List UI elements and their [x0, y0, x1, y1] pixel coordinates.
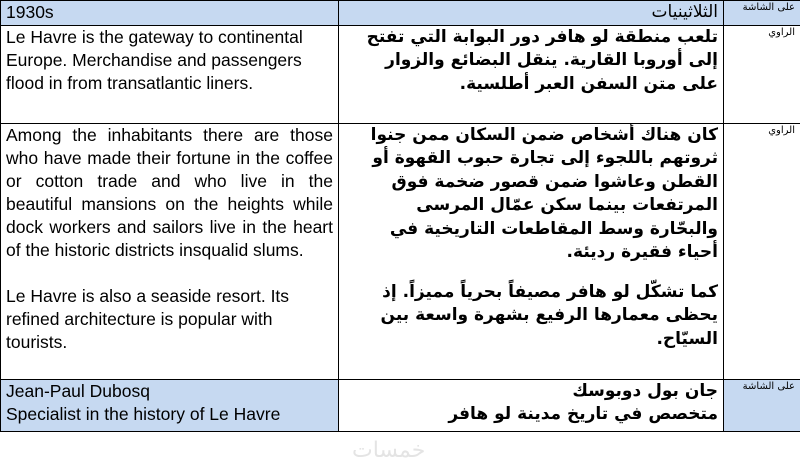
header-label: على الشاشة [724, 1, 800, 26]
speaker-title-english: Specialist in the history of Le Havre [6, 403, 281, 424]
narration-1-arabic: تلعب منطقة لو هافر دور البوابة التي تفتح إلى أوروبا القارية. ينقل البضائع والزوار على متن السفن العبر أطلسية. [339, 25, 724, 123]
narration-2-english-para2: Le Havre is also a seaside resort. Its refined architecture is popular with tourists. [6, 285, 290, 352]
narration-row-2 [1, 123, 800, 379]
narration-2-arabic [339, 123, 724, 379]
speaker-name-arabic: جان بول دوبوسك [572, 380, 718, 401]
narration-2-arabic-para1: كان هناك أشخاص ضمن السكان ممن جنوا ثروتهم باللجوء إلى تجارة حبوب القهوة أو القطن وعاشوا ضمن قصور ضخمة فوق المرتفعات بينما سكن عمّال المرسى والبحّارة وسط المقاطعات التاريخية في أحياء فقيرة رديئة. [370, 124, 718, 262]
narration-2-arabic-para2: كما تشكّل لو هافر مصيفاً بحرياً مميزاً. إذ يحظى معمارها الرفيع بشهرة واسعة بين السيّاح. [380, 281, 718, 349]
narration-1-label: الراوي [724, 25, 800, 123]
watermark: خمسات [352, 438, 426, 463]
narration-2-english [1, 123, 339, 379]
speaker-arabic [339, 379, 724, 431]
speaker-english [1, 379, 339, 431]
speaker-title-arabic: متخصص في تاريخ مدينة لو هافر [448, 404, 718, 424]
narration-2-label: الراوي [724, 123, 800, 379]
speaker-label: على الشاشة [724, 379, 800, 431]
narration-row-1 [1, 25, 800, 123]
header-arabic: الثلاثينيات [339, 1, 724, 26]
header-english: 1930s [1, 1, 339, 26]
narration-2-english-para1: Among the inhabitants there are those who have made their fortune in the coffee or cotton trade and who live in the beautiful mansions on the heights while dock workers and sailors live in the heart of the historic districts insqualid slums. [6, 124, 333, 260]
speaker-name-english: Jean-Paul Dubosq [6, 380, 150, 401]
header-row [1, 1, 800, 26]
narration-1-english: Le Havre is the gateway to continental Europe. Merchandise and passengers flood in from transatlantic liners. [1, 25, 339, 123]
speaker-row [1, 379, 800, 431]
